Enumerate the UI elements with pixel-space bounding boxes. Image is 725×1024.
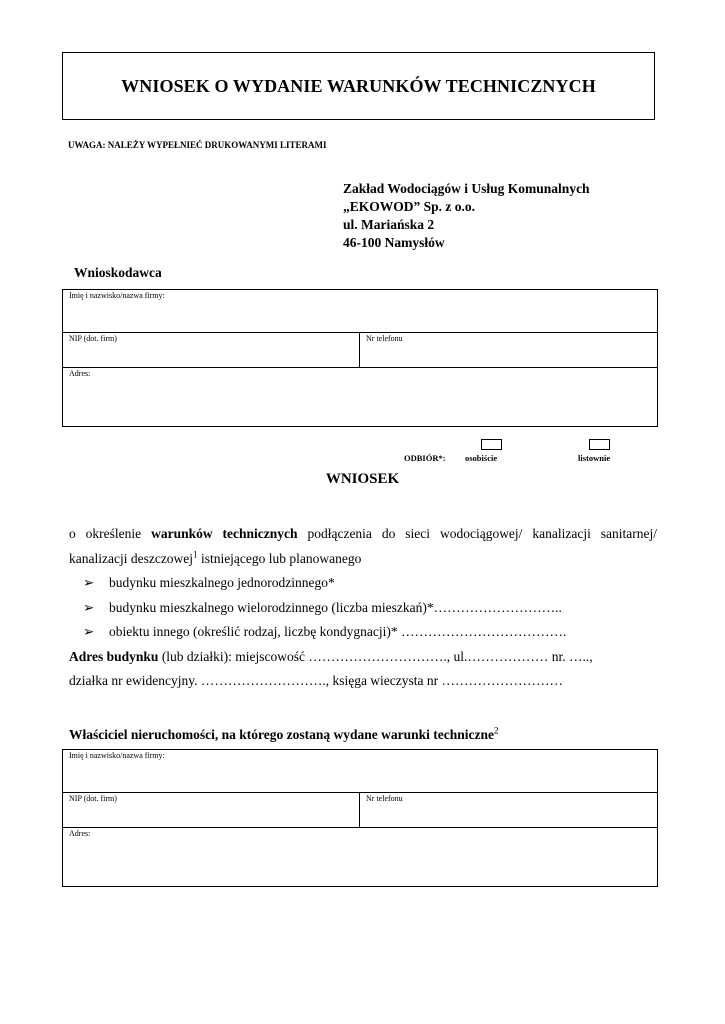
request-body: [69, 522, 657, 694]
arrow-bullet-icon: ➢: [83, 599, 95, 615]
owner-name-row[interactable]: [63, 750, 657, 793]
request-bullet: [69, 596, 657, 621]
bullet-text: budynku mieszkalnego wielorodzinnego (liczba mieszkań)*………………………..: [109, 599, 562, 615]
checkbox-personal[interactable]: [481, 439, 502, 450]
pickup-label: ODBIÓR*:: [404, 453, 446, 463]
recipient-line: Zakład Wodociągów i Usług Komunalnych: [343, 181, 590, 196]
field-label: NIP (dot. firm): [69, 794, 117, 803]
field-label: NIP (dot. firm): [69, 334, 117, 343]
request-text: istniejącego lub planowanego: [197, 550, 362, 566]
request-bullet: [69, 620, 657, 645]
owner-name-field[interactable]: [63, 750, 657, 792]
owner-nip-field[interactable]: [63, 793, 360, 827]
field-label: Imię i nazwisko/nazwa firmy:: [69, 751, 165, 760]
applicant-nip-field[interactable]: [63, 333, 360, 367]
pickup-option-personal: osobiście: [465, 453, 498, 463]
request-text: kanalizacji deszczowej: [69, 550, 194, 566]
request-line2: [69, 547, 657, 572]
bullet-text: obiektu innego (określić rodzaj, liczbę kondygnacji)* ……………………………….: [109, 624, 567, 639]
request-text: działka nr ewidencyjny. ………………………., księga wieczysta nr ………………………: [69, 673, 564, 688]
applicant-table: [62, 289, 658, 427]
owner-address-field[interactable]: [63, 828, 657, 886]
arrow-bullet-icon: ➢: [83, 575, 95, 590]
plot-line: [69, 669, 657, 694]
applicant-name-field[interactable]: [63, 290, 657, 332]
field-label: Adres:: [69, 369, 91, 378]
building-address-line: [69, 645, 657, 670]
applicant-heading: Wnioskodawca: [74, 265, 162, 280]
owner-address-row[interactable]: [63, 828, 657, 886]
field-label: Nr telefonu: [366, 334, 403, 343]
form-title-text: WNIOSEK O WYDANIE WARUNKÓW TECHNICZNYCH: [121, 75, 596, 96]
recipient-address: [343, 180, 590, 252]
owner-phone-field[interactable]: [360, 793, 657, 827]
field-label: Imię i nazwisko/nazwa firmy:: [69, 291, 165, 300]
request-text-bold: warunków technicznych: [151, 526, 298, 541]
recipient-line: 46-100 Namysłów: [343, 235, 445, 250]
request-bullet: [69, 571, 657, 596]
request-text-bold: Adres budynku: [69, 648, 159, 664]
owner-table: [62, 749, 658, 887]
request-heading: WNIOSEK: [325, 471, 400, 487]
request-intro: [69, 522, 657, 547]
applicant-address-row[interactable]: [63, 368, 657, 426]
owner-heading: [69, 727, 498, 743]
bullet-text: budynku mieszkalnego jednorodzinnego*: [109, 575, 335, 590]
field-label: Nr telefonu: [366, 794, 403, 803]
footnote-marker: 1: [193, 549, 198, 559]
notice-text: UWAGA: NALEŻY WYPEŁNIEĆ DRUKOWANYMI LITERAMI: [68, 140, 327, 150]
owner-nip-phone-row: [63, 793, 657, 828]
request-text: podłączenia do sieci wodociągowej/ kanalizacji sanitarnej/: [297, 526, 657, 541]
applicant-name-row[interactable]: [63, 290, 657, 333]
request-text: (lub działki): miejscowość …………………………., ul.……………… nr. …..,: [158, 648, 593, 664]
owner-heading-text: Właściciel nieruchomości, na którego zostaną wydane warunki techniczne: [69, 727, 494, 742]
recipient-line: ul. Mariańska 2: [343, 217, 435, 232]
applicant-address-field[interactable]: [63, 368, 657, 426]
arrow-bullet-icon: ➢: [83, 624, 95, 639]
form-title: [62, 52, 655, 120]
applicant-nip-phone-row: [63, 333, 657, 368]
recipient-line: „EKOWOD” Sp. z o.o.: [343, 199, 476, 214]
footnote-marker: 2: [493, 725, 499, 736]
pickup-option-mail: listownie: [578, 453, 611, 463]
checkbox-mail[interactable]: [589, 439, 610, 450]
applicant-phone-field[interactable]: [360, 333, 657, 367]
request-text: o określenie: [69, 526, 152, 541]
field-label: Adres:: [69, 829, 91, 838]
